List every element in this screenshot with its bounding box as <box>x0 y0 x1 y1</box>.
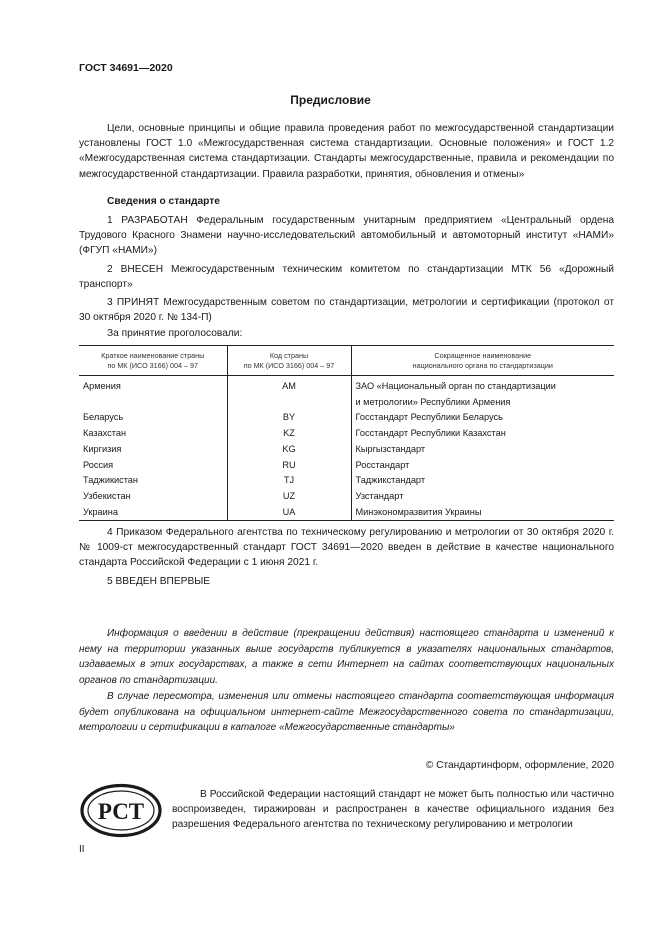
intro-paragraph <box>79 121 614 182</box>
header-country-name: Краткое наименование страны по МК (ИСО 3166) 004 – 97 <box>79 346 227 376</box>
org-cell: Госстандарт Республики Беларусь <box>351 410 614 426</box>
info-paragraph-1 <box>79 626 614 688</box>
table-row <box>79 376 614 411</box>
table-row <box>79 505 614 521</box>
table-row <box>79 473 614 489</box>
table-row <box>79 426 614 442</box>
country-cell: Киргизия <box>83 443 122 454</box>
copyright-line: © Стандартинформ, оформление, 2020 <box>425 760 614 771</box>
code-cell: RU <box>227 458 351 474</box>
code-cell: UZ <box>227 489 351 505</box>
table-header-row <box>79 346 614 376</box>
table-row <box>79 410 614 426</box>
country-cell: Узбекистан <box>83 490 131 501</box>
country-cell: Украина <box>79 505 227 521</box>
countries-table <box>79 345 614 521</box>
code-cell: TJ <box>227 473 351 489</box>
org-cell: Кыргызстандарт <box>351 442 614 458</box>
logo-text: РСТ <box>97 799 145 824</box>
code-cell: AM <box>227 376 351 411</box>
code-cell: BY <box>227 410 351 426</box>
country-cell: Казахстан <box>83 428 127 439</box>
item-1-text: 1 РАЗРАБОТАН Федеральным государственным унитарным предприятием «Центральный ордена Трудового Красного Знамени научно-исследовательский автомобильный и автомоторный институт «НАМИ» (ФГУП «НАМИ») <box>79 215 614 257</box>
rst-logo-icon <box>80 783 162 838</box>
org-cell: Госстандарт Республики Казахстан <box>351 426 614 442</box>
intro-text: Цели, основные принципы и общие правила проведения работ по межгосударственной стандартизации установлены ГОСТ 1.0 «Межгосударственная система стандартизации. Основные положения» и ГОСТ 1.2 «Межгосударственная система стандартизации. Стандарты межгосударственные, правила и рекомендации по межгосударственной стандартизации. Правила разработки, принятия, обновления и отмены» <box>79 123 614 180</box>
org-cell: Таджикстандарт <box>351 473 614 489</box>
code-cell: UA <box>227 505 351 521</box>
section-title: Сведения о стандарте <box>107 196 220 207</box>
reproduction-notice <box>172 787 614 833</box>
country-cell: Россия <box>83 459 114 470</box>
page-number: II <box>79 844 85 855</box>
item-5 <box>79 574 614 589</box>
item-3 <box>79 295 614 325</box>
code-cell: KG <box>227 442 351 458</box>
item-1 <box>79 213 614 259</box>
notice-text: В Российской Федерации настоящий стандарт не может быть полностью или частично воспроизведен, тиражирован и распространен в качестве официального издания без разрешения Федерального агентства по техническому регулированию и метрологии <box>172 789 614 831</box>
table-row <box>79 489 614 505</box>
header-national-body: Сокращенное наименование национального органа по стандартизации <box>351 346 614 376</box>
table-row <box>79 442 614 458</box>
info-paragraph-2 <box>79 689 614 736</box>
table-row <box>79 458 614 474</box>
country-cell: Армения <box>83 381 121 391</box>
info-1-text: Информация о введении в действие (прекращении действия) настоящего стандарта и изменений к нему на территории указанных выше государств публикуется в указателях национальных стандартов, издаваемых в этих государствах, а также в сети Интернет на сайтах соответствующих национальных органов по стандартизации. <box>79 628 614 686</box>
item-2 <box>79 262 614 292</box>
vote-label: За принятие проголосовали: <box>107 328 243 339</box>
item-3-text: 3 ПРИНЯТ Межгосударственным советом по стандартизации, метрологии и сертификации (протокол от 30 октября 2020 г. № 134-П) <box>79 297 614 324</box>
page-title: Предисловие <box>290 93 371 107</box>
info-2-text: В случае пересмотра, изменения или отмены настоящего стандарта соответствующая информация будет опубликована на официальном интернет-сайте Межгосударственного совета по стандартизации, метрологии и сертификации в каталоге «Межгосударственные стандарты» <box>79 691 614 733</box>
org-cell: Узстандарт <box>351 489 614 505</box>
header-country-code: Код страны по МК (ИСО 3166) 004 – 97 <box>227 346 351 376</box>
country-cell: Таджикистан <box>83 475 138 486</box>
org-cell: Росстандарт <box>351 458 614 474</box>
item-2-text: 2 ВНЕСЕН Межгосударственным техническим комитетом по стандартизации МТК 56 «Дорожный транспорт» <box>79 264 614 291</box>
item-4 <box>79 525 614 571</box>
document-header: ГОСТ 34691—2020 <box>79 62 173 74</box>
org-cell: Минэкономразвития Украины <box>351 505 614 521</box>
item-5-text: 5 ВВЕДЕН ВПЕРВЫЕ <box>107 576 211 587</box>
item-4-text: 4 Приказом Федерального агентства по техническому регулированию и метрологии от 30 октября 2020 г. № 1009-ст межгосударственный стандарт ГОСТ 34691—2020 введен в действие в качестве национального стандарта Российской Федерации с 1 июня 2021 г. <box>79 527 614 569</box>
code-cell: KZ <box>227 426 351 442</box>
org-cell: ЗАО «Национальный орган по стандартизации и метрологии» Республики Армения <box>351 376 614 411</box>
country-cell: Беларусь <box>83 412 124 423</box>
